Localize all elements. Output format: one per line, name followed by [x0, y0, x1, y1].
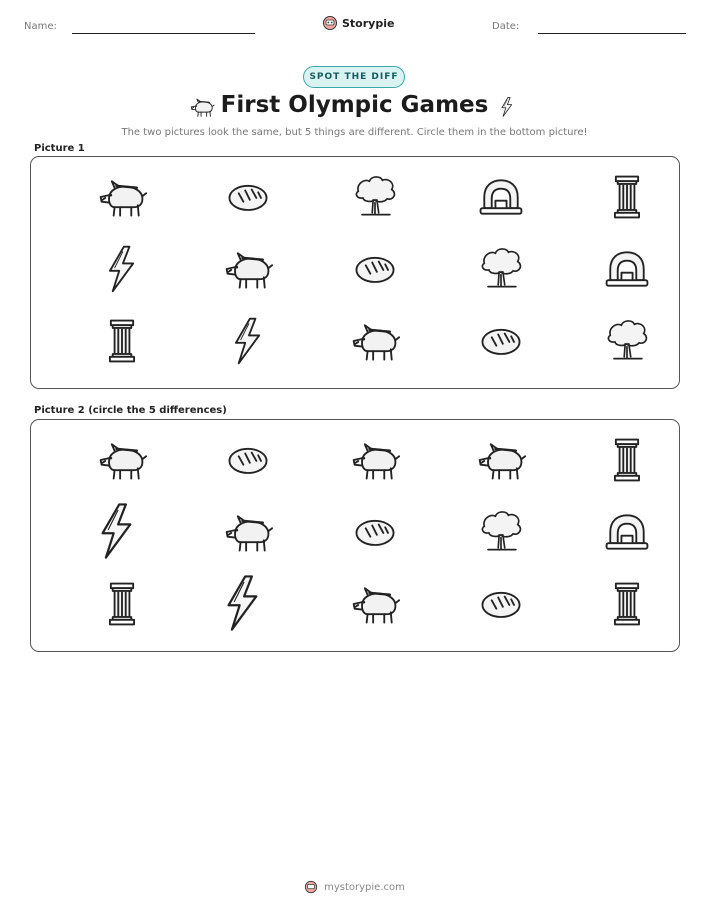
- boar-icon[interactable]: [349, 434, 401, 486]
- picture-2-label: Picture 2 (circle the 5 differences): [34, 405, 227, 416]
- lightning-icon[interactable]: [86, 500, 148, 562]
- brand-logo: [322, 15, 394, 31]
- picture-2-panel[interactable]: [30, 419, 680, 652]
- boar-icon: [222, 243, 274, 295]
- page-title: First Olympic Games: [220, 92, 489, 118]
- oven-icon: [601, 243, 653, 295]
- title-lightning-icon: [496, 92, 518, 126]
- olive-tree-icon: [349, 171, 401, 223]
- olive-tree-icon[interactable]: [475, 506, 527, 558]
- footer: [0, 880, 709, 894]
- column-icon[interactable]: [96, 578, 148, 630]
- bread-icon[interactable]: [475, 578, 527, 630]
- lightning-icon[interactable]: [212, 572, 274, 634]
- olive-tree-icon: [475, 243, 527, 295]
- lightning-icon: [222, 315, 274, 367]
- storypie-mascot-icon: [304, 880, 318, 894]
- column-icon: [96, 315, 148, 367]
- name-label: Name:: [24, 21, 57, 32]
- date-label: Date:: [492, 21, 520, 32]
- column-icon[interactable]: [601, 578, 653, 630]
- date-line[interactable]: [538, 33, 686, 34]
- instructions: The two pictures look the same, but 5 things are different. Circle them in the bottom picture!: [121, 127, 588, 138]
- bread-icon[interactable]: [349, 506, 401, 558]
- boar-icon[interactable]: [475, 434, 527, 486]
- boar-icon[interactable]: [222, 506, 274, 558]
- bread-icon: [349, 243, 401, 295]
- bread-icon: [475, 315, 527, 367]
- lightning-icon: [96, 243, 148, 295]
- olive-tree-icon: [601, 315, 653, 367]
- oven-icon: [475, 171, 527, 223]
- spot-the-diff-badge: SPOT THE DIFF: [303, 66, 405, 88]
- column-icon[interactable]: [601, 434, 653, 486]
- storypie-mascot-icon: [322, 15, 338, 31]
- picture-1-panel: [30, 156, 680, 389]
- oven-icon[interactable]: [601, 506, 653, 558]
- column-icon: [601, 171, 653, 223]
- boar-icon[interactable]: [349, 578, 401, 630]
- brand-name: Storypie: [342, 16, 395, 30]
- boar-icon: [96, 171, 148, 223]
- footer-url[interactable]: mystorypie.com: [324, 881, 405, 893]
- name-line[interactable]: [72, 33, 255, 34]
- boar-icon: [349, 315, 401, 367]
- boar-icon[interactable]: [96, 434, 148, 486]
- picture-1-label: Picture 1: [34, 143, 85, 154]
- bread-icon: [222, 171, 274, 223]
- bread-icon[interactable]: [222, 434, 274, 486]
